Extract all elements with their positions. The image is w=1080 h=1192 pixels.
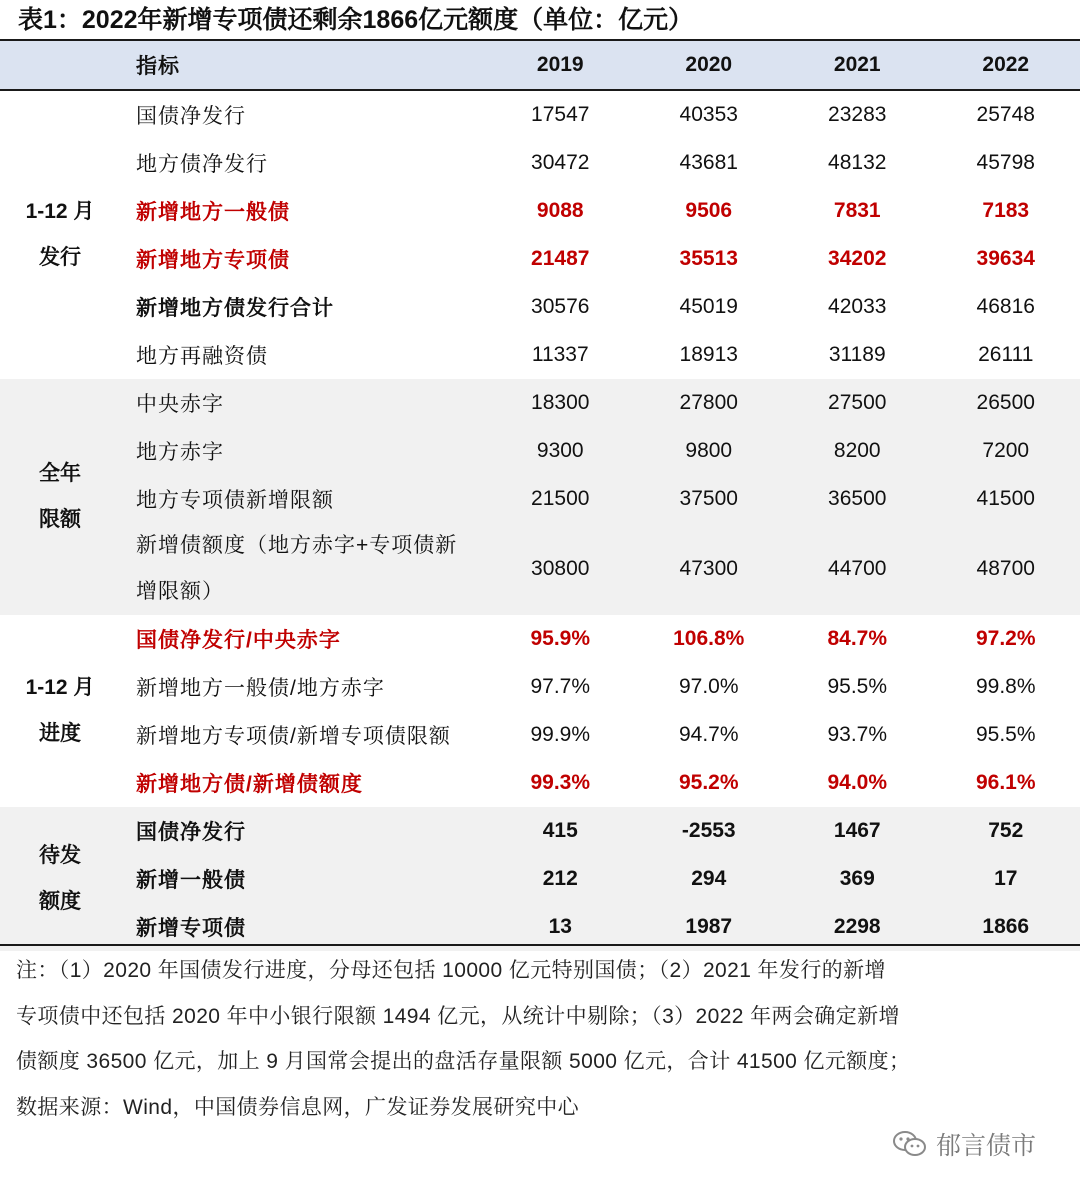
table-row xyxy=(0,235,1080,283)
header-year: 2022 xyxy=(932,41,1080,89)
cell-value: 17 xyxy=(932,855,1080,903)
cell-value: 95.5% xyxy=(827,675,888,698)
cell-value: 94.0% xyxy=(827,771,888,794)
cell-value: 42033 xyxy=(828,295,887,318)
group-progress xyxy=(0,615,1080,807)
cell-value: 26111 xyxy=(978,343,1034,366)
cell-value: 93.7% xyxy=(827,723,888,746)
cell-value: 1866 xyxy=(932,903,1080,951)
cell-value: 95.5% xyxy=(975,723,1036,746)
group-label-line: 进度 xyxy=(39,722,81,745)
header-group-cell xyxy=(0,41,120,89)
row-label: 新增地方一般债/地方赤字 xyxy=(136,677,385,700)
group-issue xyxy=(0,91,1080,379)
cell-value: 95.9% xyxy=(530,627,591,650)
row-label: 国债净发行 xyxy=(136,105,246,128)
cell-value: 99.8% xyxy=(975,675,1036,698)
row-label: 国债净发行/中央赤字 xyxy=(136,629,341,652)
header-year: 2021 xyxy=(783,41,932,89)
row-label: 新增地方债发行合计 xyxy=(136,297,334,320)
group-label-line: 发行 xyxy=(39,246,81,269)
cell-value: 13 xyxy=(486,903,635,951)
cell-value: 97.0% xyxy=(678,675,739,698)
note-line: 数据来源：Wind，中国债券信息网，广发证券发展研究中心 xyxy=(16,1095,580,1119)
cell-value: 37500 xyxy=(635,475,784,523)
cell-value: 27500 xyxy=(783,379,932,427)
group-label-line: 限额 xyxy=(39,508,81,531)
group-label-progress xyxy=(0,615,120,807)
group-label-line: 额度 xyxy=(39,890,81,913)
table-row xyxy=(0,139,1080,187)
cell-value: 36500 xyxy=(783,475,932,523)
cell-value: 212 xyxy=(486,855,635,903)
table-row xyxy=(0,523,1080,615)
cell-value: 9300 xyxy=(486,427,635,475)
cell-value: 27800 xyxy=(635,379,784,427)
cell-value: 294 xyxy=(635,855,784,903)
cell-value: 11337 xyxy=(531,343,589,366)
cell-value: -2553 xyxy=(635,807,784,855)
table-row xyxy=(0,711,1080,759)
bottom-rule xyxy=(0,944,1080,946)
table-title: 表1：2022年新增专项债还剩余1866亿元额度（单位：亿元） xyxy=(18,6,694,34)
debt-table xyxy=(0,41,1080,951)
cell-value: 23283 xyxy=(828,103,887,126)
cell-value: 40353 xyxy=(679,103,738,126)
cell-value: 8200 xyxy=(783,427,932,475)
table-row xyxy=(0,331,1080,379)
cell-value: 94.7% xyxy=(678,723,739,746)
group-label-line: 1-12 月 xyxy=(25,200,95,223)
header-year: 2019 xyxy=(486,41,635,89)
group-pending xyxy=(0,807,1080,951)
watermark xyxy=(892,1124,1036,1164)
cell-value: 45019 xyxy=(679,295,738,318)
cell-value: 26500 xyxy=(932,379,1080,427)
cell-value: 7200 xyxy=(932,427,1080,475)
cell-value: 21487 xyxy=(531,247,590,270)
cell-value: 9800 xyxy=(635,427,784,475)
header-row xyxy=(0,41,1080,89)
cell-value: 9088 xyxy=(536,199,584,222)
row-label-line: 新增债额度（地方赤字+专项债新 xyxy=(136,534,458,557)
row-label: 中央赤字 xyxy=(120,379,486,427)
row-label: 新增地方一般债 xyxy=(136,201,290,224)
cell-value: 369 xyxy=(783,855,932,903)
cell-value: 17547 xyxy=(531,103,590,126)
cell-value: 97.7% xyxy=(530,675,591,698)
cell-value: 7831 xyxy=(833,199,881,222)
group-quota xyxy=(0,379,1080,615)
cell-value: 35513 xyxy=(679,247,738,270)
table-row xyxy=(0,759,1080,807)
group-label-pending xyxy=(0,807,120,951)
cell-value: 47300 xyxy=(635,523,784,615)
cell-value: 39634 xyxy=(976,247,1035,270)
row-label: 新增地方专项债 xyxy=(136,249,290,272)
cell-value: 95.2% xyxy=(678,771,739,794)
cell-value: 96.1% xyxy=(975,771,1036,794)
cell-value: 1467 xyxy=(783,807,932,855)
cell-value: 43681 xyxy=(679,151,738,174)
note-line: 债额度 36500 亿元，加上 9 月国常会提出的盘活存量限额 5000 亿元，合计 41500 亿元额度； xyxy=(16,1050,911,1073)
header-indicator: 指标 xyxy=(120,41,486,89)
cell-value: 21500 xyxy=(486,475,635,523)
table-row xyxy=(0,475,1080,523)
cell-value: 97.2% xyxy=(975,627,1036,650)
row-label: 地方债净发行 xyxy=(136,153,268,176)
table-row xyxy=(0,427,1080,475)
table-row xyxy=(0,379,1080,427)
row-label: 新增地方专项债/新增专项债限额 xyxy=(136,725,451,748)
row-label: 国债净发行 xyxy=(120,807,486,855)
cell-value: 1987 xyxy=(635,903,784,951)
cell-value: 48132 xyxy=(828,151,887,174)
wechat-icon xyxy=(892,1129,928,1159)
row-label: 新增专项债 xyxy=(120,903,486,951)
cell-value: 44700 xyxy=(783,523,932,615)
row-label: 地方赤字 xyxy=(120,427,486,475)
row-label: 新增地方债/新增债额度 xyxy=(136,773,363,796)
row-label-line: 增限额） xyxy=(136,580,224,603)
cell-value: 84.7% xyxy=(827,627,888,650)
cell-value: 31189 xyxy=(828,343,886,366)
group-label-quota xyxy=(0,379,120,615)
group-label-issue xyxy=(0,91,120,379)
cell-value: 25748 xyxy=(976,103,1035,126)
cell-value: 99.3% xyxy=(530,771,591,794)
cell-value: 34202 xyxy=(828,247,887,270)
watermark-text: 郁言债市 xyxy=(936,1132,1037,1160)
cell-value: 9506 xyxy=(685,199,733,222)
cell-value: 752 xyxy=(932,807,1080,855)
table-row xyxy=(0,187,1080,235)
cell-value: 30800 xyxy=(486,523,635,615)
cell-value: 18913 xyxy=(679,343,738,366)
cell-value: 7183 xyxy=(982,199,1030,222)
cell-value: 46816 xyxy=(976,295,1035,318)
cell-value: 45798 xyxy=(976,151,1035,174)
note-line: 专项债中还包括 2020 年中小银行限额 1494 亿元，从统计中剔除；（3）2022 年两会确定新增 xyxy=(16,1004,900,1028)
cell-value: 48700 xyxy=(932,523,1080,615)
cell-value: 99.9% xyxy=(530,723,591,746)
cell-value: 41500 xyxy=(932,475,1080,523)
cell-value: 415 xyxy=(486,807,635,855)
row-label: 地方再融资债 xyxy=(136,345,268,368)
cell-value: 106.8% xyxy=(673,627,745,650)
table-row xyxy=(0,663,1080,711)
cell-value: 30576 xyxy=(531,295,590,318)
cell-value: 18300 xyxy=(486,379,635,427)
group-label-line: 1-12 月 xyxy=(25,676,95,699)
row-label xyxy=(120,523,486,615)
row-label: 地方专项债新增限额 xyxy=(120,475,486,523)
table-row xyxy=(0,283,1080,331)
group-label-line: 待发 xyxy=(39,844,81,867)
table-row xyxy=(0,807,1080,855)
table-row xyxy=(0,91,1080,139)
table-row xyxy=(0,615,1080,663)
row-label: 新增一般债 xyxy=(120,855,486,903)
table-note xyxy=(16,948,1068,1130)
cell-value: 2298 xyxy=(783,903,932,951)
header-year: 2020 xyxy=(635,41,784,89)
group-label-line: 全年 xyxy=(39,462,81,485)
cell-value: 30472 xyxy=(531,151,590,174)
note-line: 注：（1）2020 年国债发行进度，分母还包括 10000 亿元特别国债；（2）2021 年发行的新增 xyxy=(16,959,886,982)
table-row xyxy=(0,855,1080,903)
